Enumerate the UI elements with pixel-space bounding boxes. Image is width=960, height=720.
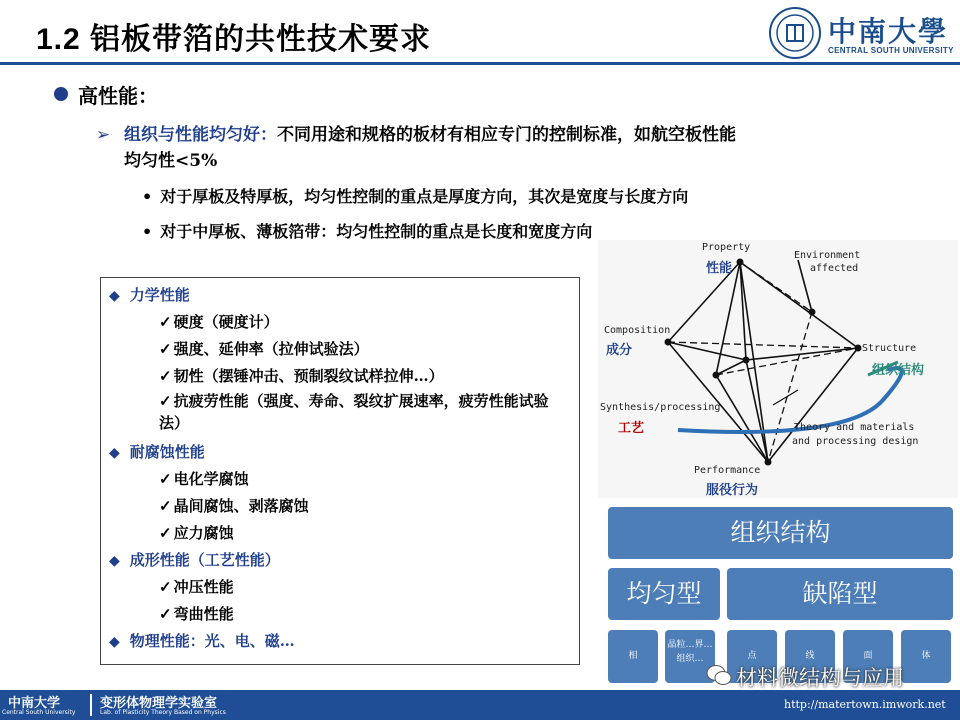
check-icon: ✓	[159, 470, 172, 488]
label-structure-cn: 组织结构	[872, 363, 925, 378]
block-defect: 缺陷型	[727, 568, 953, 620]
list-item: ✓ 强度、延伸率（拉伸试验法）	[159, 340, 369, 358]
check-icon: ✓	[159, 392, 172, 410]
block-phase: 相	[608, 630, 658, 683]
thick-plate-text: 对于厚板及特厚板，均匀性控制的重点是厚度方向，其次是宽度与长度方向	[160, 187, 689, 206]
block-plane: 面	[843, 630, 893, 683]
small-dot-icon: •	[142, 222, 153, 241]
thin-plate-bullet	[142, 219, 592, 242]
check-icon: ✓	[159, 367, 172, 385]
properties-box	[100, 277, 580, 665]
category-forming: ◆ 成形性能（工艺性能）	[109, 551, 280, 569]
bullet-dot-icon	[54, 87, 68, 101]
footer-divider	[90, 694, 92, 716]
block-line: 线	[785, 630, 835, 683]
list-item: ✓ 电化学腐蚀	[159, 470, 249, 488]
header-divider	[0, 62, 960, 65]
thin-plate-text: 对于中厚板、薄板箔带：均匀性控制的重点是长度和宽度方向	[160, 222, 593, 241]
label-property-cn: 性能	[706, 261, 733, 276]
footer-school-en: Central South University	[2, 709, 76, 716]
check-icon: ✓	[159, 578, 172, 596]
check-icon: ✓	[159, 340, 172, 358]
check-icon: ✓	[159, 524, 172, 542]
check-icon: ✓	[159, 497, 172, 515]
logo-chinese-name: 中南大學	[828, 15, 949, 48]
category-physical: ◆ 物理性能：光、电、磁…	[109, 632, 295, 650]
footer-url[interactable]: http://matertown.imwork.net	[784, 698, 946, 711]
materials-tetrahedron-diagram	[598, 240, 958, 498]
label-synthesis-en: Synthesis/processing	[600, 402, 721, 413]
label-structure-en: Structure	[862, 343, 917, 354]
diamond-icon: ◆	[109, 288, 120, 304]
block-grain: 晶粒…界…组织…	[665, 630, 715, 683]
list-item: ✓ 冲压性能	[159, 578, 234, 596]
thick-plate-bullet	[142, 184, 688, 207]
uniformity-lead: 组织与性能均匀好：	[124, 125, 277, 145]
label-environment: Environment	[794, 250, 861, 261]
label-performance-cn: 服役行为	[706, 483, 759, 498]
block-structure: 组织结构	[608, 507, 953, 559]
check-icon: ✓	[159, 313, 172, 331]
small-dot-icon: •	[142, 187, 153, 206]
diamond-icon: ◆	[109, 445, 120, 461]
uniformity-bullet	[96, 122, 904, 174]
block-volume: 体	[901, 630, 951, 683]
diamond-icon: ◆	[109, 634, 120, 650]
logo-english-name: CENTRAL SOUTH UNIVERSITY	[828, 46, 954, 55]
check-icon: ✓	[159, 605, 172, 623]
watermark-text: 材料微结构与应用	[736, 666, 904, 690]
block-point: 点	[727, 630, 777, 683]
university-logo	[768, 6, 958, 62]
label-theory1: Theory and materials	[794, 422, 915, 433]
diamond-icon: ◆	[109, 553, 120, 569]
footer-lab: 变形体物理学实验室	[100, 696, 218, 711]
label-composition-en: Composition	[604, 325, 671, 336]
label-theory2: and processing design	[792, 436, 919, 447]
category-corrosion: ◆ 耐腐蚀性能	[109, 443, 205, 461]
footer-lab-en: Lab. of Plasticity Theory Based on Physics	[100, 709, 226, 716]
category-mechanical: ◆ 力学性能	[109, 286, 190, 304]
uniformity-text: 不同用途和规格的板材有相应专门的控制标准，如航空板性能	[277, 125, 736, 145]
slide-title: 1.2 铝板带箔的共性技术要求	[36, 23, 432, 56]
list-item: ✓ 抗疲劳性能（强度、寿命、裂纹扩展速率，疲劳性能试验法）	[159, 392, 549, 432]
main-bullet	[54, 80, 158, 109]
label-property-en: Property	[702, 242, 751, 253]
list-item: ✓ 韧性（摆锤冲击、预制裂纹试样拉伸…）	[159, 367, 444, 385]
label-composition-cn: 成分	[606, 343, 633, 358]
label-synthesis-cn: 工艺	[618, 421, 645, 436]
footer-school: 中南大学	[8, 696, 61, 711]
list-item: ✓ 硬度（硬度计）	[159, 313, 279, 331]
list-item: ✓ 晶间腐蚀、剥落腐蚀	[159, 497, 309, 515]
footer-bar	[0, 690, 960, 720]
arrow-bullet-icon: ➢	[96, 125, 111, 145]
label-performance-en: Performance	[694, 465, 761, 476]
main-bullet-text: 高性能：	[78, 84, 158, 108]
list-item: ✓ 弯曲性能	[159, 605, 234, 623]
list-item: ✓ 应力腐蚀	[159, 524, 234, 542]
uniformity-cont: 均匀性<5%	[124, 151, 218, 171]
block-uniform: 均匀型	[608, 568, 720, 620]
label-affected: affected	[810, 263, 859, 274]
university-seal-icon	[768, 6, 822, 60]
